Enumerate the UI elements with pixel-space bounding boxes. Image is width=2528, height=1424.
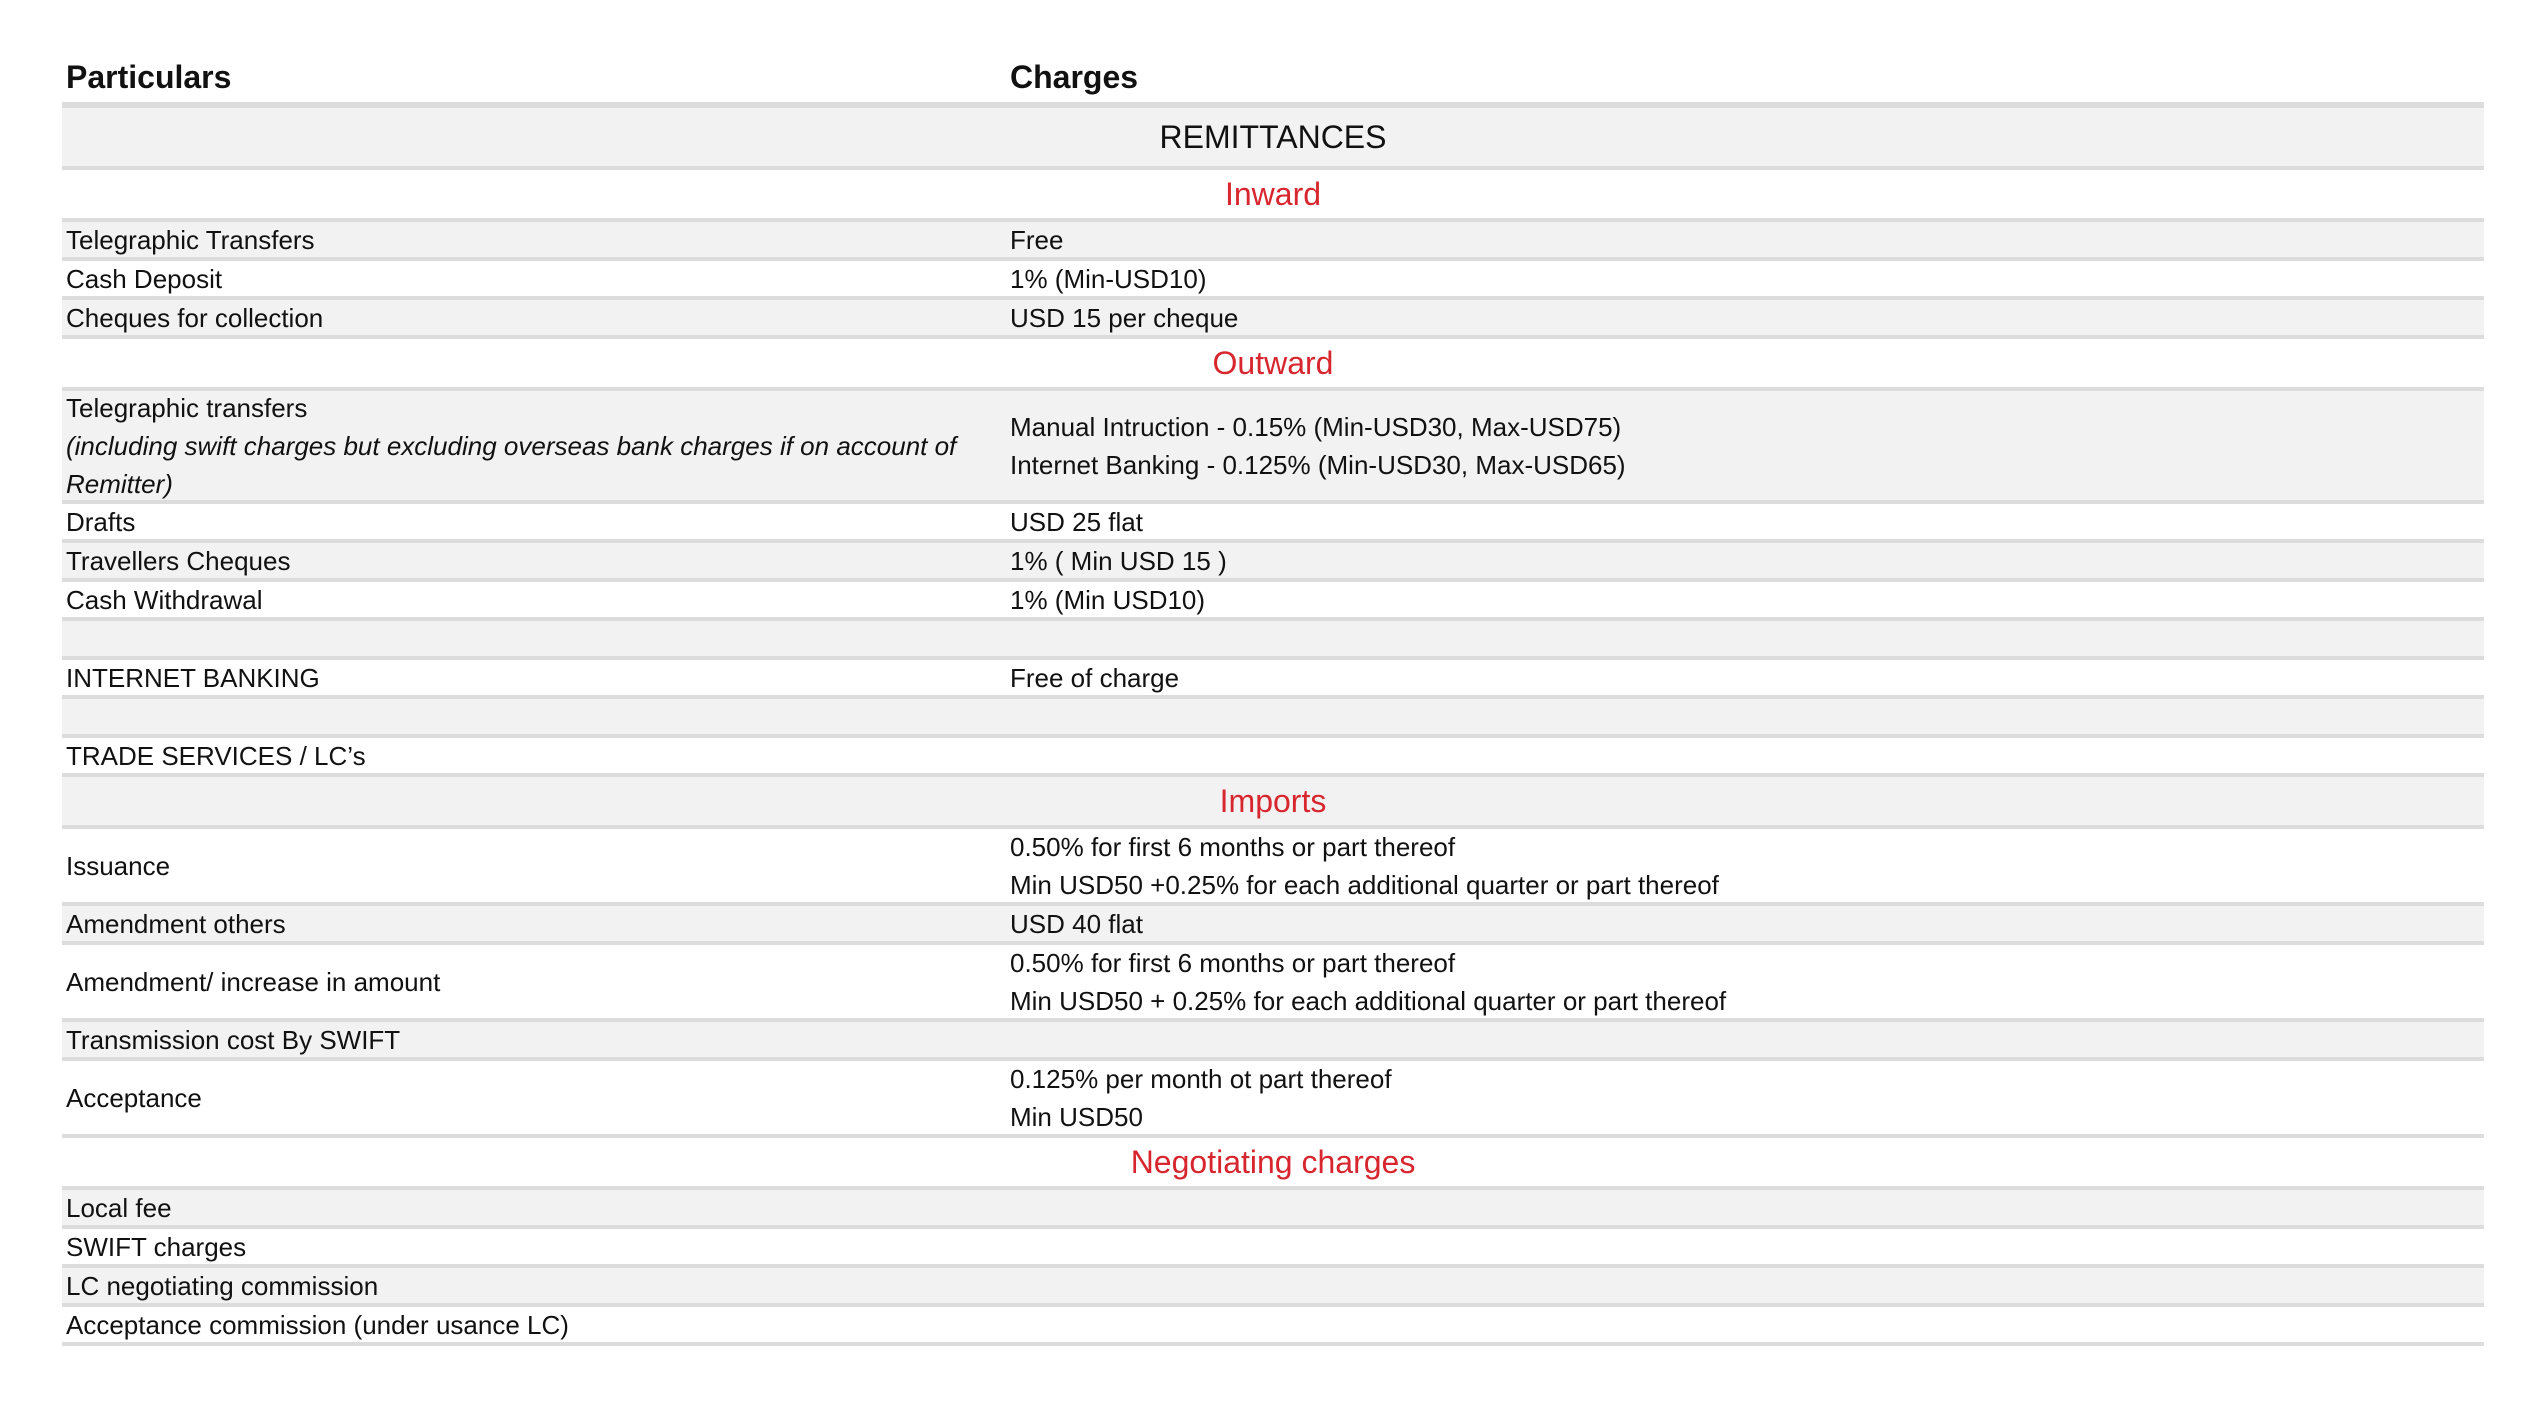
charge-line: Min USD50 [1010,1101,1143,1132]
particular-cell [62,389,1006,503]
category-negotiating: Negotiating charges [62,1138,2484,1190]
charge-cell [1006,1060,2484,1136]
particular-cell: Transmission cost By SWIFT [66,1024,401,1055]
table-row [62,261,2484,300]
table-row [62,391,2484,504]
particular-cell: Amendment others [66,908,286,939]
charge-line: 0.50% for first 6 months or part thereof [1010,831,1456,862]
charge-cell [1006,828,2484,904]
charge-cell: USD 40 flat [1010,908,1143,939]
table-row-internet-banking [62,660,2484,699]
header-particulars: Particulars [66,58,232,95]
table-row [62,1061,2484,1138]
spacer-row [62,699,2484,738]
particular-cell: Telegraphic Transfers [66,224,315,255]
particular-label: Telegraphic transfers [66,392,308,423]
particular-cell: TRADE SERVICES / LC’s [66,740,366,771]
table-row [62,300,2484,339]
particular-cell: Issuance [66,850,171,881]
table-row [62,906,2484,945]
particular-cell: Cheques for collection [66,302,324,333]
charge-cell: 1% ( Min USD 15 ) [1010,545,1227,576]
table-row [62,829,2484,906]
charge-line: 0.125% per month ot part thereof [1010,1063,1392,1094]
charge-cell: Free [1010,224,1064,255]
charge-cell [1006,944,2484,1020]
charge-line: Min USD50 + 0.25% for each additional quarter or part thereof [1010,985,1727,1016]
charge-cell: USD 15 per cheque [1010,302,1239,333]
particular-cell: Local fee [66,1192,172,1223]
table-row [62,1190,2484,1229]
spacer-row [62,621,2484,660]
table-row [62,543,2484,582]
particular-cell: LC negotiating commission [66,1270,379,1301]
particular-cell: Cash Withdrawal [66,584,263,615]
particular-cell: INTERNET BANKING [66,662,320,693]
category-inward: Inward [62,170,2484,222]
charge-cell: USD 25 flat [1010,506,1143,537]
table-row [62,1268,2484,1307]
table-row-trade-services [62,738,2484,777]
charge-line: Internet Banking - 0.125% (Min-USD30, Max-USD65) [1010,449,1626,480]
table-row [62,1022,2484,1061]
table-row [62,504,2484,543]
charge-line: Min USD50 +0.25% for each additional quarter or part thereof [1010,869,1719,900]
charge-line: 0.50% for first 6 months or part thereof [1010,947,1456,978]
charge-line: Manual Intruction - 0.15% (Min-USD30, Max-USD75) [1010,411,1622,442]
section-title-remittances: REMITTANCES [62,108,2484,170]
particular-cell: Amendment/ increase in amount [66,966,441,997]
charge-cell: 1% (Min USD10) [1010,584,1206,615]
table-row [62,1307,2484,1346]
table-row [62,945,2484,1022]
table-row [62,582,2484,621]
particular-cell: Acceptance [66,1082,202,1113]
particular-cell: Drafts [66,506,136,537]
particular-cell: Acceptance commission (under usance LC) [66,1309,569,1340]
header-charges: Charges [1010,58,1139,95]
table-header [62,52,2484,108]
table-row [62,222,2484,261]
charge-cell [1006,408,2484,484]
charge-cell: 1% (Min-USD10) [1010,263,1207,294]
particular-cell: SWIFT charges [66,1231,247,1262]
table-row [62,1229,2484,1268]
charge-cell: Free of charge [1010,662,1180,693]
category-imports: Imports [62,777,2484,829]
charges-table [62,52,2484,1346]
particular-note: (including swift charges but excluding overseas bank charges if on account of Remitter) [66,430,957,499]
particular-cell: Travellers Cheques [66,545,291,576]
category-outward: Outward [62,339,2484,391]
particular-cell: Cash Deposit [66,263,223,294]
